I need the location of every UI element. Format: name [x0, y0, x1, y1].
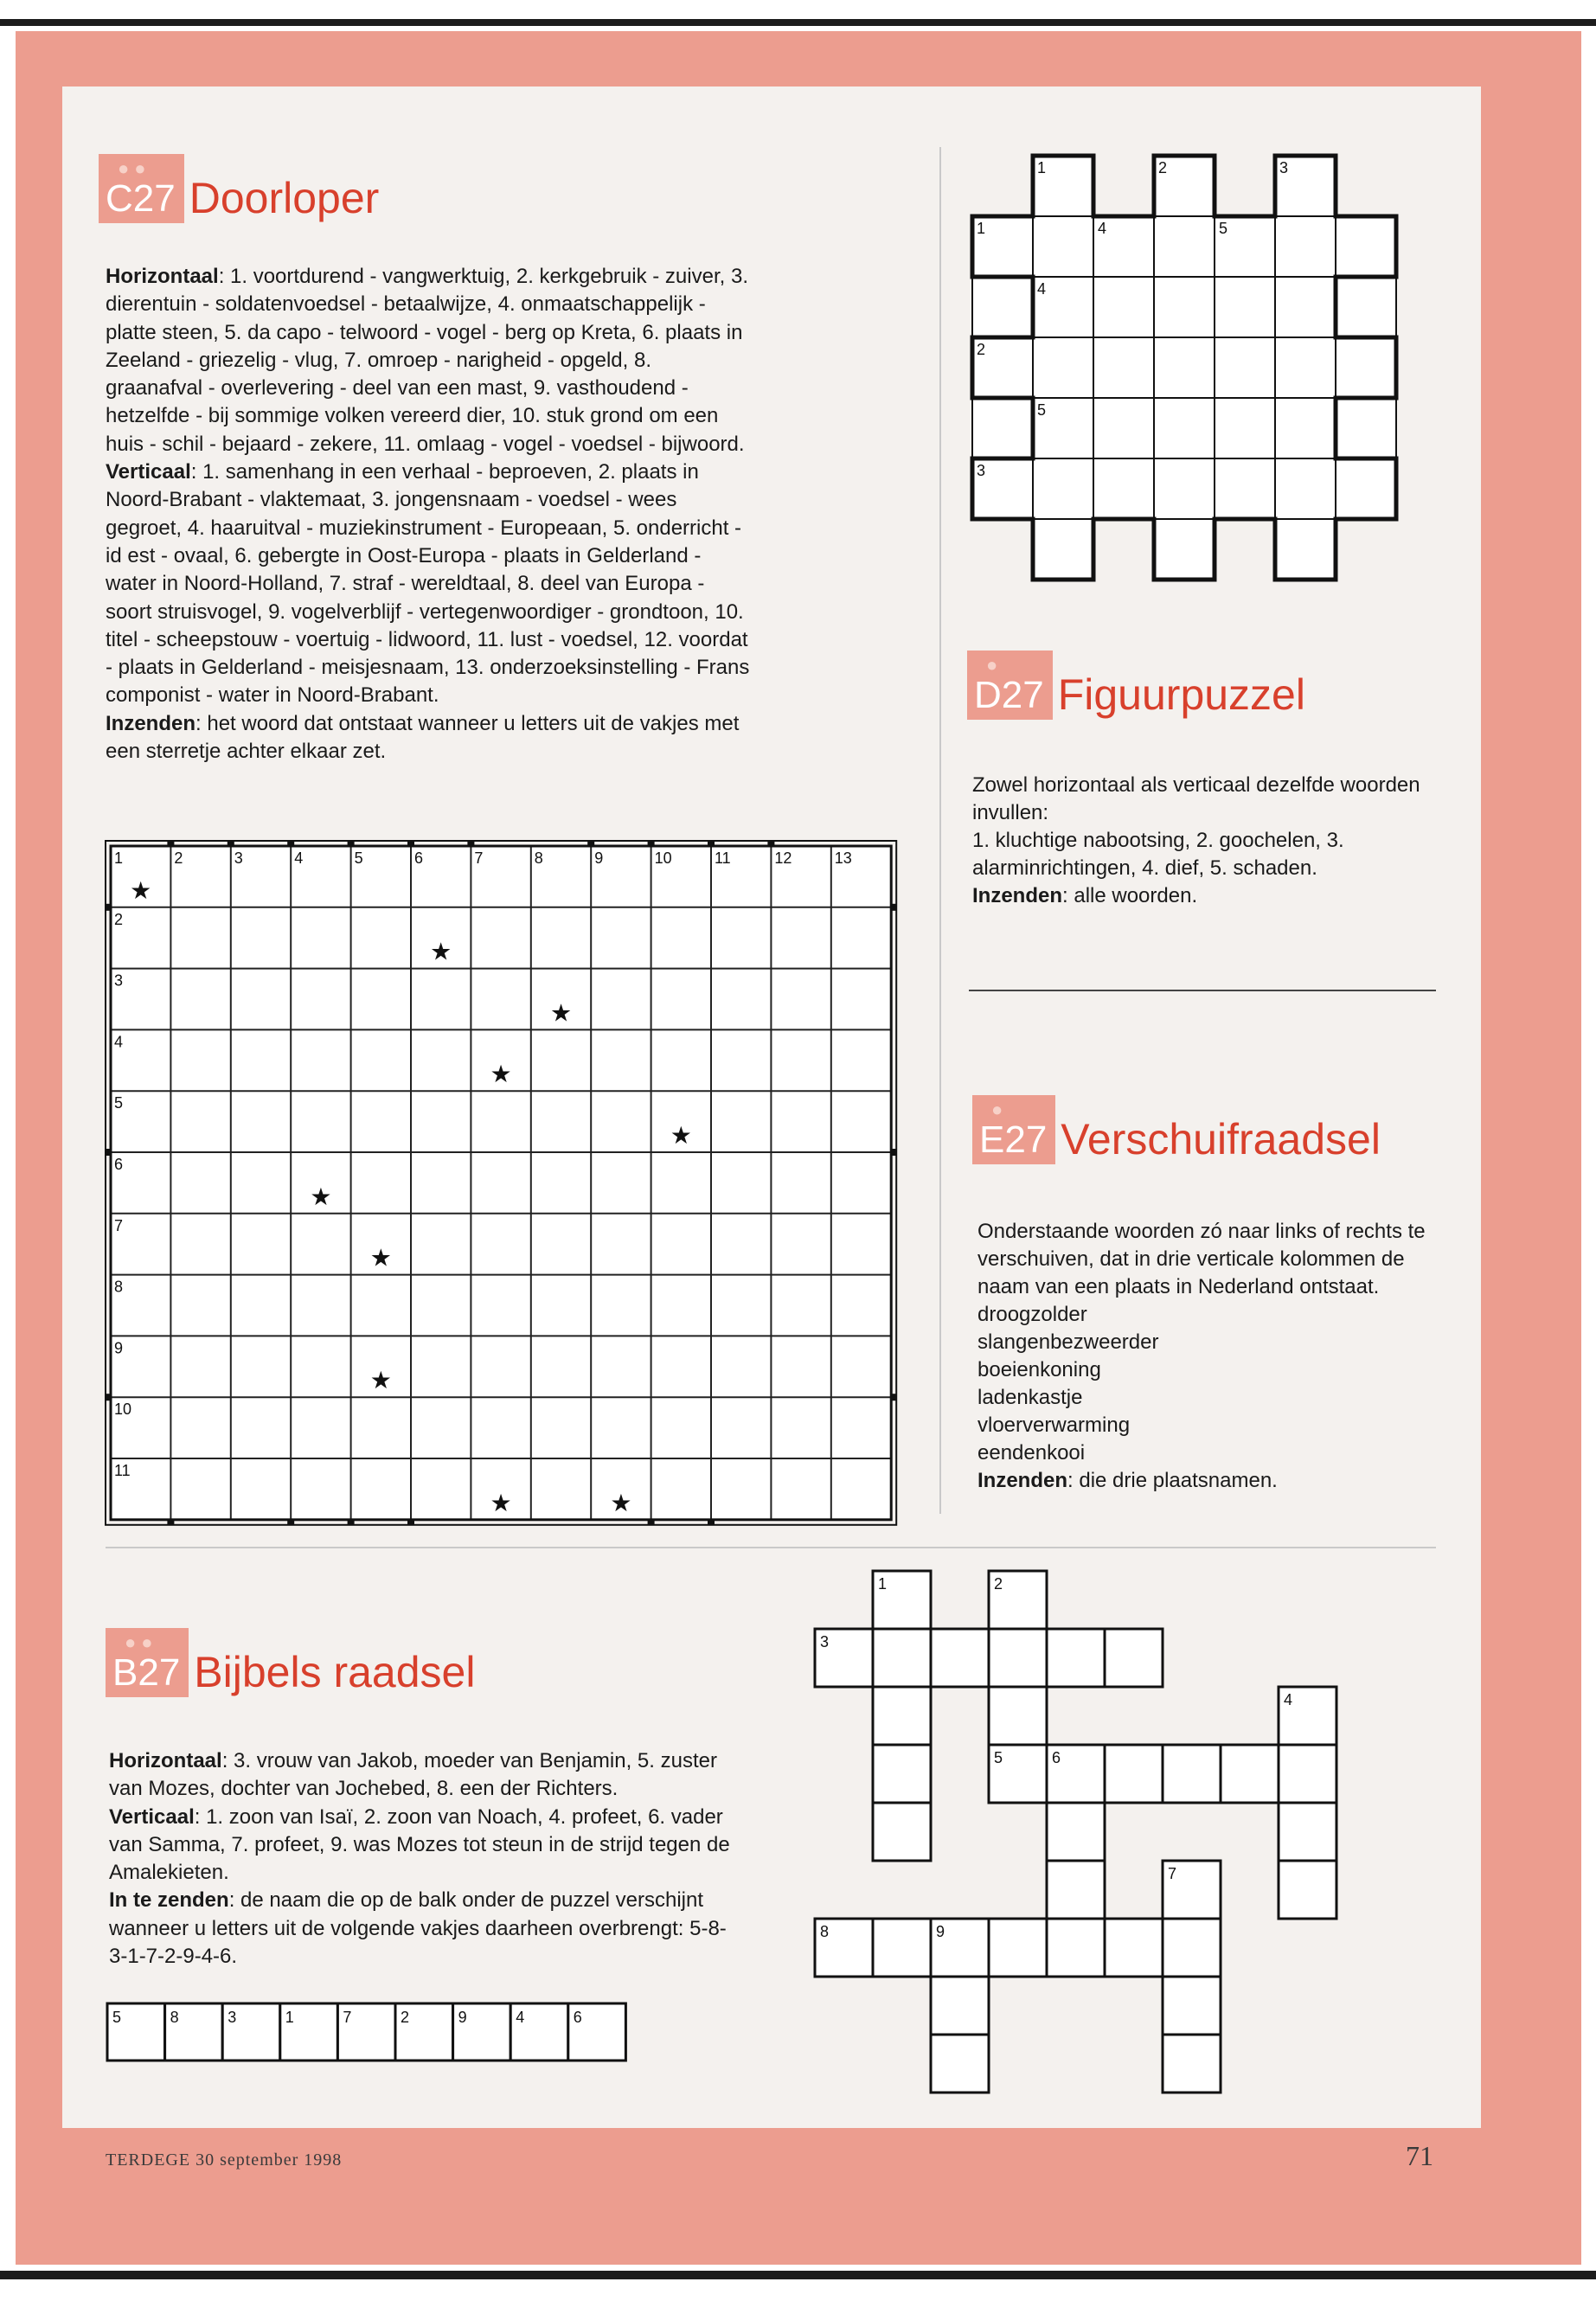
b27-verticaal: Verticaal: 1. zoon van Isaï, 2. zoon van Noach, 4. profeet, 6. vader van Samma, 7. profeet, 9. was Mozes tot steun in de strijd tegen de Amalekieten.	[109, 1804, 730, 1885]
b27-inzenden: In te zenden: de naam die op de balk onder de puzzel verschijnt wanneer u letters uit de volgende vakjes daarheen overbrengt: 5-8-3-1-7-2-9-4-6.	[109, 1888, 727, 1969]
bar-cell-number: 4	[516, 2009, 525, 2026]
bar-cell-number: 3	[228, 2009, 237, 2026]
d27-items: 1. kluchtige nabootsing, 2. goochelen, 3. alarminrichtingen, 4. dief, 5. schaden.	[972, 829, 1344, 880]
e27-word: vloerverwarming	[977, 1413, 1131, 1437]
footer-publication: TERDEGE 30 september 1998	[106, 2150, 343, 2170]
grid-cell	[1215, 277, 1275, 337]
cell-number: 7	[1168, 1865, 1177, 1882]
star-marker: ★	[490, 1061, 512, 1088]
e27-instructions	[977, 1218, 1449, 1495]
grid-cell	[989, 1629, 1047, 1687]
grid-cell	[1275, 398, 1336, 458]
column-divider	[939, 147, 941, 1514]
e27-word: droogzolder	[977, 1303, 1087, 1326]
grid-cell	[972, 398, 1033, 458]
d27-intro: Zowel horizontaal als verticaal dezelfde woorden invullen:	[972, 773, 1420, 824]
b27-tag	[106, 1628, 189, 1697]
grid-cell	[1279, 1861, 1336, 1919]
b27-header	[106, 1628, 475, 1697]
d27-tag	[967, 651, 1053, 720]
grid-cell	[1033, 519, 1093, 580]
figuurpuzzel-grid	[967, 151, 1413, 592]
star-marker: ★	[430, 938, 452, 965]
b27-horizontaal: Horizontaal: 3. vrouw van Jakob, moeder van Benjamin, 5. zuster van Mozes, dochter van Jochebed, 8. een der Richters.	[109, 1749, 717, 1801]
grid-cell	[931, 1629, 989, 1687]
row-number: 3	[114, 971, 124, 990]
column-number: 13	[834, 849, 852, 867]
grid-cell	[1275, 277, 1336, 337]
c27-tag	[99, 154, 184, 223]
cell-number: 3	[977, 462, 986, 479]
grid-cell	[873, 1919, 931, 1977]
column-number: 4	[294, 849, 304, 867]
e27-inzenden: Inzenden: die drie plaatsnamen.	[977, 1469, 1278, 1492]
word-end-mark	[767, 841, 774, 846]
e27-header	[972, 1095, 1381, 1164]
row-number: 6	[114, 1156, 124, 1173]
grid-cell	[1105, 1629, 1163, 1687]
grid-cell	[1154, 216, 1215, 277]
section-divider-bottom	[106, 1547, 1436, 1548]
column-number: 9	[594, 849, 604, 867]
c27-instructions	[106, 263, 750, 766]
row-number: 8	[114, 1278, 124, 1296]
star-marker: ★	[369, 1244, 392, 1272]
grid-cell	[1275, 216, 1336, 277]
grid-cell	[1275, 519, 1336, 580]
d27-instructions	[972, 772, 1439, 910]
b27-instructions	[109, 1747, 740, 1971]
row-number: 11	[114, 1462, 131, 1479]
c27-verticaal: Verticaal: 1. samenhang in een verhaal - beproeven, 2. plaats in Noord-Brabant - vlaktemaat, 3. jongensnaam - voedsel - wees gegroet, 4. haaruitval - muziekinstrument - Europeaan, 5. onderricht - id est - ovaal, 6. gebergte in Oost-Europa - plaats in Gelderland - water in Noord-Holland, 7. straf - wereldtaal, 8. deel van Europa - soort struisvogel, 9. vogelverblijf - vertegenwoordiger - grondtoon, 10. titel - scheepstouw - voertuig - lidwoord, 11. lust - voedsel, 12. voordat - plaats in Gelderland - meisjesnaam, 13. onderzoeksinstelling - Frans componist - water in Noord-Brabant.	[106, 460, 750, 708]
column-number: 8	[534, 849, 543, 867]
bijbels-raadsel-grid	[811, 1567, 1341, 2114]
grid-cell	[1047, 1919, 1105, 1977]
word-end-mark	[167, 1520, 174, 1525]
b27-title: Bijbels raadsel	[194, 1648, 476, 1696]
grid-cell	[1093, 277, 1154, 337]
grid-cell	[1093, 458, 1154, 519]
c27-crossword-grid	[102, 837, 908, 1531]
grid-background	[111, 846, 891, 1520]
column-number: 1	[114, 849, 124, 867]
e27-difficulty-dots: ●	[991, 1099, 1009, 1120]
grid-cell	[1215, 337, 1275, 398]
cell-number: 4	[1284, 1691, 1293, 1708]
d27-code: D27	[974, 674, 1044, 716]
word-end-mark	[106, 1394, 111, 1400]
column-number: 3	[234, 849, 243, 867]
grid-cell	[1215, 398, 1275, 458]
star-marker: ★	[490, 1489, 512, 1516]
cell-number: 9	[936, 1923, 945, 1940]
d27-title: Figuurpuzzel	[1057, 670, 1305, 719]
grid-cell	[1154, 337, 1215, 398]
e27-word: ladenkastje	[977, 1386, 1083, 1409]
e27-code: E27	[979, 1118, 1048, 1161]
word-end-mark	[891, 1394, 896, 1400]
c27-horizontaal: Horizontaal: 1. voortdurend - vangwerktuig, 2. kerkgebruik - zuiver, 3. dierentuin - soldatenvoedsel - betaalwijze, 4. onmaatschappelijk - platte steen, 5. da capo - telwoord - vogel - berg op Kreta, 6. plaats in Zeeland - griezelig - vlug, 7. omroep - narigheid - opgeld, 8. graanafval - overlevering - deel van een mast, 9. vasthoudend - hetzelfde - bij sommige volken vereerd dier, 10. stuk grond om een huis - schil - bejaard - zekere, 11. omlaag - vogel - voedsel - bijwoord.	[106, 265, 748, 456]
grid-cell	[1154, 458, 1215, 519]
e27-word: boeienkoning	[977, 1358, 1101, 1381]
column-number: 5	[354, 849, 363, 867]
c27-difficulty-dots: ●●	[118, 157, 151, 179]
word-end-mark	[228, 841, 234, 846]
b27-answer-bar	[104, 2000, 631, 2064]
word-end-mark	[648, 1520, 655, 1525]
grid-cell	[931, 2035, 989, 2093]
e27-word: slangenbezweerder	[977, 1330, 1159, 1354]
c27-code: C27	[106, 177, 176, 220]
grid-cell	[873, 1803, 931, 1861]
word-end-mark	[106, 1149, 111, 1156]
cell-number: 5	[1219, 220, 1228, 237]
section-divider	[969, 990, 1436, 991]
grid-cell	[1033, 216, 1093, 277]
d27-header	[967, 651, 1305, 720]
word-end-mark	[106, 904, 111, 911]
grid-cell	[1154, 398, 1215, 458]
grid-cell	[873, 1687, 931, 1745]
grid-cell	[1093, 337, 1154, 398]
e27-tag	[972, 1095, 1055, 1164]
grid-cell	[1154, 519, 1215, 580]
e27-intro: Onderstaande woorden zó naar links of rechts te verschuiven, dat in drie verticale kolommen de naam van een plaats in Nederland ontstaat.	[977, 1220, 1426, 1298]
grid-cell	[1336, 337, 1396, 398]
star-marker: ★	[130, 876, 152, 904]
grid-cell	[1279, 1803, 1336, 1861]
word-end-mark	[407, 1520, 414, 1525]
word-end-mark	[348, 1520, 355, 1525]
word-end-mark	[287, 841, 294, 846]
grid-cell	[1105, 1745, 1163, 1803]
grid-cell	[1105, 1919, 1163, 1977]
cell-number: 3	[820, 1633, 830, 1650]
cell-number: 3	[1279, 159, 1289, 176]
cell-number: 2	[1158, 159, 1168, 176]
bar-cell-number: 5	[112, 2009, 122, 2026]
cell-number: 6	[1052, 1749, 1061, 1766]
grid-cell	[873, 1745, 931, 1803]
cell-number: 2	[977, 341, 986, 358]
grid-cell	[989, 1919, 1047, 1977]
b27-code: B27	[112, 1651, 181, 1694]
b27-difficulty-dots: ●●	[125, 1631, 158, 1653]
grid-cell	[1154, 277, 1215, 337]
c27-inzenden: Inzenden: het woord dat ontstaat wanneer u letters uit de vakjes met een sterretje achter elkaar zet.	[106, 711, 740, 764]
star-marker: ★	[670, 1122, 692, 1149]
cell-number: 1	[977, 220, 986, 237]
column-number: 6	[414, 849, 424, 867]
word-end-mark	[891, 904, 896, 911]
cell-number: 2	[994, 1575, 1003, 1593]
e27-word: eendenkooi	[977, 1441, 1086, 1465]
grid-cell	[873, 1629, 931, 1687]
bar-cell-number: 2	[401, 2009, 410, 2026]
cell-number: 1	[1037, 159, 1047, 176]
bar-cell-number: 9	[458, 2009, 467, 2026]
grid-cell	[1336, 277, 1396, 337]
grid-cell	[1275, 337, 1336, 398]
grid-cell	[1163, 1745, 1221, 1803]
footer-page-number: 71	[1406, 2140, 1433, 2171]
cell-number: 4	[1098, 220, 1107, 237]
grid-cell	[1163, 1919, 1221, 1977]
grid-cell	[1279, 1745, 1336, 1803]
grid-cell	[1336, 458, 1396, 519]
grid-cell	[1033, 337, 1093, 398]
column-number: 10	[654, 849, 672, 867]
star-marker: ★	[549, 999, 573, 1027]
c27-header	[99, 154, 379, 223]
star-marker: ★	[310, 1183, 332, 1210]
word-end-mark	[167, 841, 174, 846]
grid-cell	[1093, 398, 1154, 458]
grid-cell	[1033, 458, 1093, 519]
row-number: 10	[114, 1400, 132, 1419]
row-number: 2	[114, 910, 124, 928]
cell-number: 1	[878, 1575, 888, 1593]
word-end-mark	[467, 841, 474, 846]
row-number: 5	[114, 1094, 124, 1112]
word-end-mark	[348, 841, 355, 846]
top-scan-band	[0, 19, 1596, 26]
row-number: 9	[114, 1339, 124, 1357]
bar-cell-number: 1	[285, 2009, 294, 2026]
grid-cell	[1215, 458, 1275, 519]
grid-cell	[1047, 1861, 1105, 1919]
bar-cell-number: 6	[573, 2009, 582, 2026]
grid-cell	[1221, 1745, 1279, 1803]
grid-cell	[1047, 1629, 1105, 1687]
bottom-scan-band	[0, 2271, 1596, 2279]
grid-cell	[1336, 216, 1396, 277]
d27-difficulty-dots: ●	[986, 654, 1003, 676]
word-end-mark	[708, 1520, 715, 1525]
word-end-mark	[287, 1520, 294, 1525]
column-number: 7	[474, 849, 484, 867]
grid-cell	[1275, 458, 1336, 519]
star-marker: ★	[610, 1489, 632, 1516]
row-number: 7	[114, 1216, 124, 1234]
column-number: 11	[715, 849, 731, 867]
bar-cell-number: 8	[170, 2009, 179, 2026]
grid-cell	[989, 1687, 1047, 1745]
e27-title: Verschuifraadsel	[1061, 1115, 1381, 1163]
grid-cell	[1336, 398, 1396, 458]
cell-number: 5	[1037, 401, 1047, 419]
column-number: 12	[774, 849, 792, 867]
star-marker: ★	[369, 1367, 392, 1394]
cell-number: 8	[820, 1923, 830, 1940]
word-end-mark	[891, 1149, 896, 1156]
column-number: 2	[174, 849, 183, 867]
word-end-mark	[407, 841, 414, 846]
bar-cell-number: 7	[343, 2009, 352, 2026]
grid-cell	[1163, 1977, 1221, 2035]
cell-number: 4	[1037, 280, 1047, 298]
c27-title: Doorloper	[189, 174, 380, 222]
d27-inzenden: Inzenden: alle woorden.	[972, 884, 1198, 907]
word-end-mark	[587, 841, 594, 846]
row-number: 4	[114, 1033, 124, 1051]
word-end-mark	[708, 841, 715, 846]
cell-number: 5	[994, 1749, 1003, 1766]
grid-cell	[1047, 1803, 1105, 1861]
grid-cell	[931, 1977, 989, 2035]
word-end-mark	[648, 841, 655, 846]
grid-cell	[972, 277, 1033, 337]
grid-cell	[1163, 2035, 1221, 2093]
